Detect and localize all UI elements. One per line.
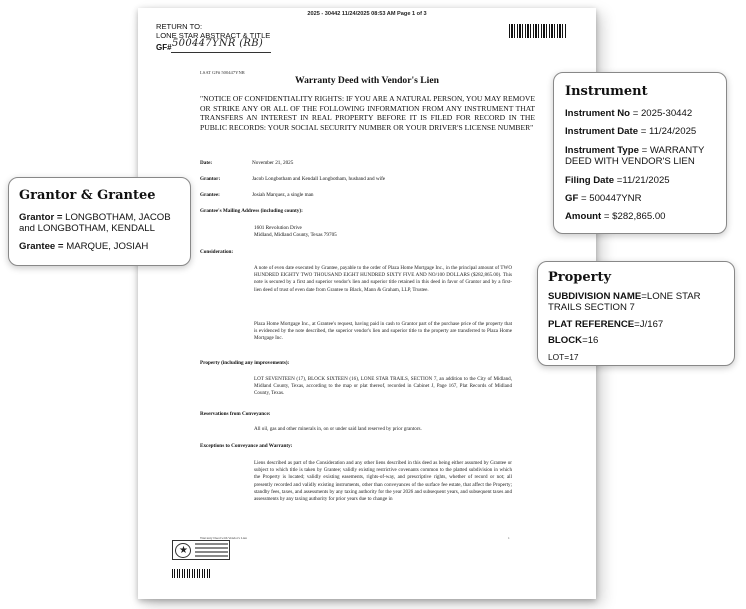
- gf-label: GF#: [156, 43, 172, 52]
- gf-value: = 500447YNR: [578, 193, 642, 205]
- gf-row: [565, 193, 715, 204]
- instrument-no-row: [565, 108, 715, 119]
- grantee-value: Josiah Marquez, a single man: [252, 192, 314, 198]
- instrument-date-value: = 11/24/2025: [638, 126, 697, 138]
- barcode-icon: [172, 569, 210, 578]
- reservations-label: Reservations from Conveyance:: [200, 411, 271, 417]
- property-card-title: Property: [548, 270, 612, 285]
- exceptions-text: Liens described as part of the Consideration and any other liens described in this deed as being either assumed by Grantee or subject to which title is taken by Grantee; validly existing restrictive covenants common to the platted subdivision in which the Property is located; validly existing easements, rights-of-way, and prescriptive rights, whether of record or not; all presently recorded and validly existing instruments, other than conveyances of the surface fee estate, that affect the Property; standby fees, taxes, and assessments by any taxing authority for the year 2026 and subsequent years, and subsequent taxes and assessments by any taxing authority for prior years due to change in: [254, 460, 512, 503]
- mailing-address-label: Grantee's Mailing Address (including county):: [200, 208, 303, 214]
- property-label: Property (including any improvements):: [200, 360, 290, 366]
- grantee-key: Grantee =: [19, 240, 67, 252]
- plat-reference-key: PLAT REFERENCE: [548, 318, 635, 330]
- notary-seal-icon: [175, 543, 191, 558]
- mailing-address-line2: Midland, Midland County, Texas 79705: [254, 232, 337, 238]
- consideration-paragraph-2: Plaza Home Mortgage Inc., at Grantee's request, having paid in cash to Grantor part of the purchase price of the property that is evidenced by the note described, the superior vendor's lien and superior title to the property are transferred to Plaza Home Mortgage Inc.: [254, 321, 512, 342]
- grantor-value: LONGBOTHAM, JACOB and LONGBOTHAM, KENDALL: [19, 212, 171, 235]
- notary-stamp: [172, 540, 230, 560]
- lsat-reference: LSAT GF# 500447YNR: [200, 70, 245, 75]
- mailing-address-line1: 1601 Revolution Drive: [254, 225, 302, 231]
- grantor-value: Jacob Longbotham and Kendall Longbotham, husband and wife: [252, 176, 386, 182]
- grantor-label: Grantor:: [200, 176, 221, 182]
- filing-date-key: Filing Date: [565, 174, 615, 186]
- notary-stamp-lines: [195, 543, 228, 559]
- instrument-type-row: [565, 145, 715, 168]
- block-row: [548, 335, 724, 346]
- grantee-value: MARQUE, JOSIAH: [66, 240, 149, 252]
- deed-title: Warranty Deed with Vendor's Lien: [295, 75, 439, 86]
- gf-key: GF: [565, 193, 579, 205]
- return-to-name: LONE STAR ABSTRACT & TITLE: [156, 31, 271, 40]
- confidentiality-notice: "NOTICE OF CONFIDENTIALITY RIGHTS: IF YOU ARE A NATURAL PERSON, YOU MAY REMOVE OR STRIKE ANY OR ALL OF THE FOLLOWING INFORMATION FROM ANY INSTRUMENT THAT TRANSFERS AN INTEREST IN REAL PROPERTY BEFORE IT IS FILED FOR RECORD IN THE PUBLIC RECORDS: YOUR SOCIAL SECURITY NUMBER OR YOUR DRIVER'S LICENSE NUMBER": [200, 94, 535, 132]
- consideration-label: Consideration:: [200, 249, 234, 255]
- grantee-row: [19, 241, 180, 252]
- date-label: Date:: [200, 160, 213, 166]
- instrument-type-key: Instrument Type: [565, 144, 639, 156]
- grantor-grantee-card: [8, 177, 191, 266]
- grantor-key: Grantor =: [19, 212, 66, 223]
- gf-handwritten-number: 500447YNR (RB): [172, 38, 264, 49]
- lot-value: =17: [564, 351, 579, 362]
- amount-row: [565, 211, 715, 222]
- subdivision-row: [548, 291, 724, 314]
- instrument-no-key: Instrument No: [565, 108, 631, 119]
- plat-reference-value: =J/167: [634, 318, 664, 330]
- instrument-card: [553, 72, 727, 234]
- filing-date-row: [565, 175, 715, 186]
- gf-underline: [171, 52, 271, 53]
- block-key: BLOCK: [548, 335, 583, 347]
- subdivision-key: SUBDIVISION NAME: [548, 291, 642, 302]
- reservations-text: All oil, gas and other minerals in, on or under said land reserved by prior grantors.: [254, 426, 422, 432]
- return-to-label: RETURN TO:: [156, 22, 203, 31]
- block-value: =16: [582, 335, 599, 347]
- barcode-icon: [509, 24, 567, 38]
- page-footer-title: Warranty Deed with Vendor's Lien: [200, 536, 247, 540]
- date-value: November 21, 2025: [252, 160, 294, 166]
- grantor-card-title: Grantor & Grantee: [19, 188, 156, 203]
- plat-reference-row: [548, 319, 724, 330]
- instrument-card-title: Instrument: [565, 84, 648, 99]
- page-footer-number: 1: [508, 536, 510, 540]
- exceptions-label: Exceptions to Conveyance and Warranty:: [200, 443, 293, 449]
- instrument-date-key: Instrument Date: [565, 126, 639, 138]
- subdivision-value: =LONE STAR TRAILS SECTION 7: [548, 291, 701, 314]
- property-card: [537, 261, 735, 366]
- filing-date-value: =11/21/2025: [614, 174, 670, 186]
- instrument-no-value: = 2025-30442: [630, 108, 693, 119]
- instrument-date-row: [565, 126, 715, 137]
- instrument-type-value: = WARRANTY DEED WITH VENDOR'S LIEN: [565, 144, 705, 168]
- consideration-paragraph-1: A note of even date executed by Grantee, payable to the order of Plaza Home Mortgage Inc., in the principal amount of TWO HUNDRED EIGHTY TWO THOUSAND EIGHT HUNDRED SIXTY FIVE AND NO/100 DOLLARS ($282,865.00). This note is secured by a first and superior vendor's lien and superior title retained in this deed in favor of Grantor and by a first-lien deed of trust of even date from Grantee to Black, Mann & Graham, LLP, Trustee.: [254, 265, 512, 293]
- recording-header: 2025 - 30442 11/24/2025 08:53 AM Page 1 of 3: [307, 11, 427, 17]
- lot-key: LOT: [548, 351, 565, 362]
- lot-row: [548, 352, 724, 363]
- amount-value: = $282,865.00: [601, 211, 666, 223]
- grantee-label: Grantee:: [200, 192, 220, 198]
- property-description: LOT SEVENTEEN (17), BLOCK SIXTEEN (16), LONE STAR TRAILS, SECTION 7, an addition to the City of Midland, Midland County, Texas, according to the map or plat thereof, recorded in Cabinet J, Page 167, Plat Records of Midland County, Texas.: [254, 376, 512, 397]
- grantor-row: [19, 212, 180, 235]
- amount-key: Amount: [565, 211, 602, 223]
